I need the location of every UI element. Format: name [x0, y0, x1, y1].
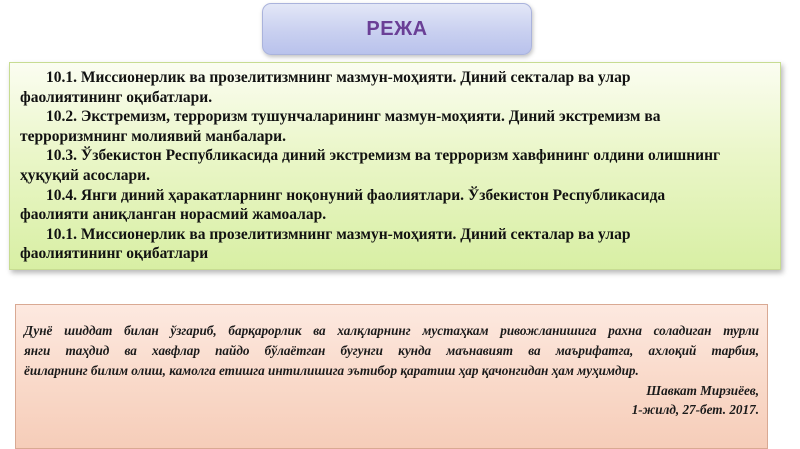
plan-line: 10.1. Миссионерлик ва прозелитизмнинг мазмун-моҳияти. Диний секталар ва улар: [46, 69, 631, 86]
quote-line: ёшларнинг билим олиш, камолга етишга интилишига эътибор қаратиш ҳар қачонгидан ҳам муҳимдир.: [24, 363, 639, 378]
title-box: [262, 3, 532, 55]
plan-line: 10.3. Ўзбекистон Республикасида диний экстремизм ва терроризм хавфининг олдини олишнинг: [46, 147, 721, 165]
quote-text: [24, 321, 759, 381]
plan-line: терроризмнинг молиявий манбалари.: [20, 127, 286, 145]
plan-line: 10.4. Янги диний ҳаракатларнинг ноқонуний фаолиятлари. Ўзбекистон Республикасида: [46, 186, 666, 204]
quote-author: Шавкат Мирзиёев,: [646, 383, 759, 398]
plan-line: ҳуқуқий асослари.: [20, 166, 150, 184]
slide-title: РЕЖА: [366, 17, 428, 40]
quote-source: 1-жилд, 27-бет. 2017.: [631, 402, 759, 417]
quote-line: Дунё шиддат билан ўзгариб, барқарорлик ва халқларнинг мустаҳкам ривожланишига рахна соладиган турли: [24, 323, 759, 338]
plan-box: [9, 62, 781, 270]
quote-line: янги таҳдид ва хавфлар пайдо бўлаётган бугунги кунда маънавият ва маърифатга, ахлоқий тарбия,: [24, 343, 759, 358]
plan-line: 10.2. Экстремизм, терроризм тушунчаларининг мазмун-моҳияти. Диний экстремизм ва: [46, 108, 661, 126]
plan-line: 10.1. Миссионерлик ва прозелитизмнинг мазмун-моҳияти. Диний секталар ва улар: [46, 225, 631, 243]
plan-line: фаолиятининг оқибатлари.: [20, 88, 213, 106]
plan-line: фаолиятининг оқибатлари: [20, 245, 209, 263]
quote-box: [15, 304, 768, 449]
plan-line: фаолияти аниқланган норасмий жамоалар.: [20, 206, 327, 224]
